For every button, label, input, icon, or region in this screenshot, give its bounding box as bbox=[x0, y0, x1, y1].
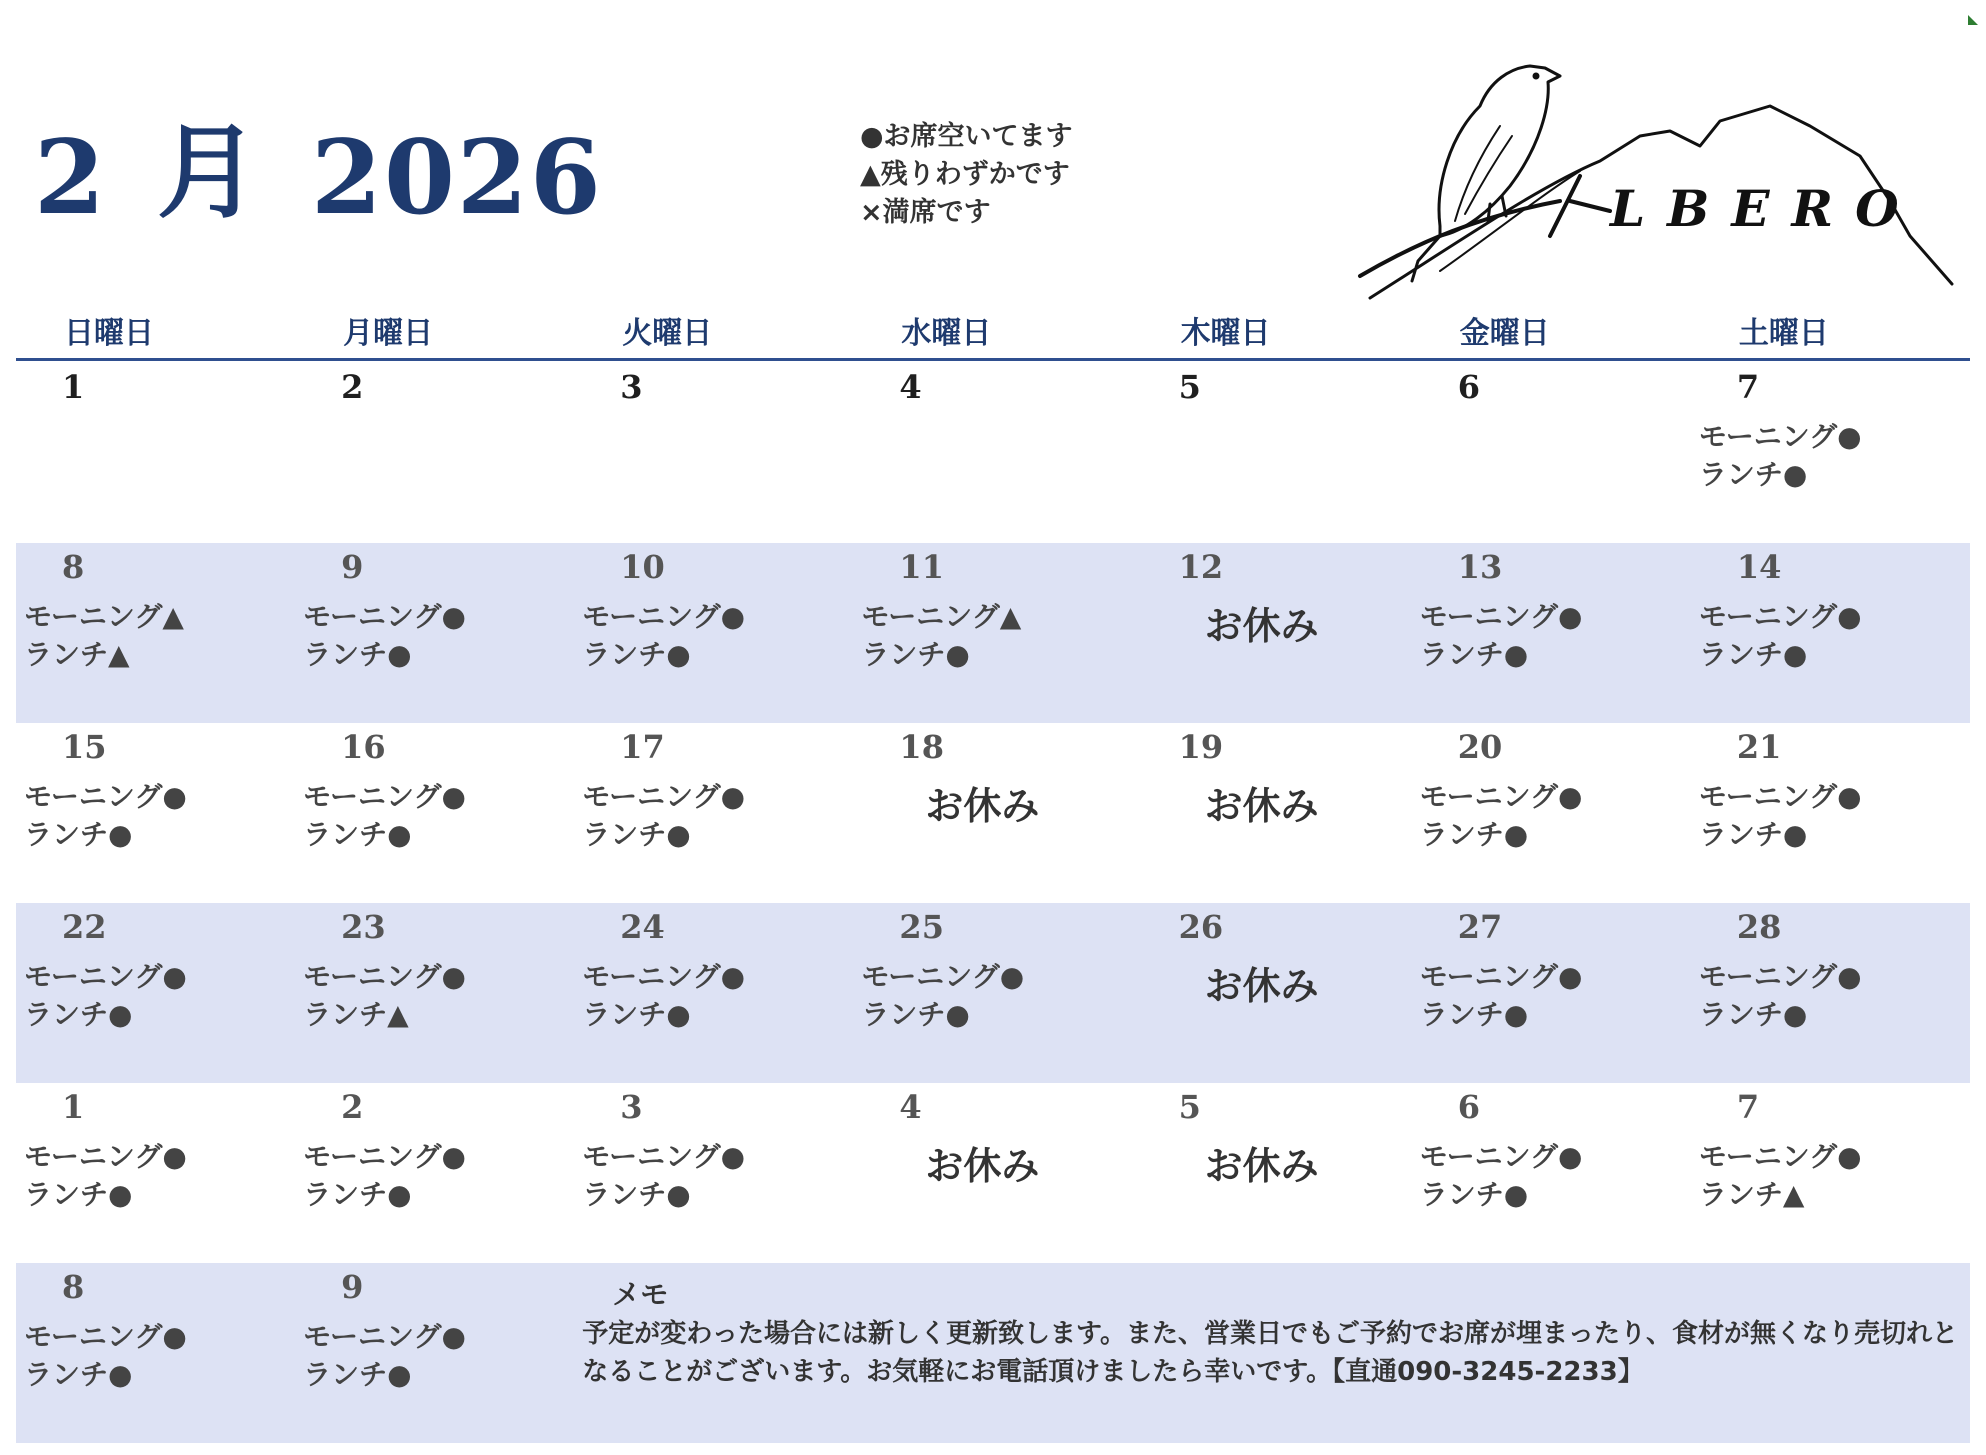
day-cell[interactable] bbox=[574, 903, 853, 1083]
day-number: 7 bbox=[1736, 1088, 1760, 1126]
closed-label: お休み bbox=[925, 1144, 1040, 1188]
day-cell[interactable] bbox=[295, 1083, 574, 1263]
morning-status: モーニング● bbox=[1698, 780, 1862, 813]
lunch-status: ランチ● bbox=[303, 818, 412, 851]
year: 2026 bbox=[310, 118, 603, 238]
day-cell[interactable] bbox=[1412, 723, 1691, 903]
lunch-status: ランチ● bbox=[1698, 458, 1808, 491]
day-cell[interactable] bbox=[1133, 363, 1412, 543]
morning-status: モーニング● bbox=[582, 960, 746, 993]
day-number: 27 bbox=[1457, 908, 1503, 946]
morning-status: モーニング▲ bbox=[24, 600, 184, 633]
day-cell[interactable] bbox=[16, 1083, 295, 1263]
day-cell[interactable] bbox=[1691, 903, 1970, 1083]
day-number: 1 bbox=[62, 368, 85, 406]
closed-label: お休み bbox=[1204, 604, 1319, 648]
morning-status: モーニング● bbox=[24, 1140, 187, 1173]
day-number: 2 bbox=[341, 368, 364, 406]
day-cell[interactable] bbox=[853, 363, 1132, 543]
morning-status: モーニング● bbox=[24, 960, 187, 993]
morning-status: モーニング● bbox=[1698, 420, 1862, 453]
lunch-status: ランチ● bbox=[24, 998, 133, 1031]
day-cell[interactable] bbox=[1133, 543, 1412, 723]
day-cell[interactable] bbox=[574, 543, 853, 723]
day-number: 23 bbox=[341, 908, 386, 946]
lunch-status: ランチ● bbox=[1698, 818, 1808, 851]
day-number: 11 bbox=[899, 548, 944, 586]
closed-label: お休み bbox=[1204, 1144, 1319, 1188]
closed-label: お休み bbox=[1204, 964, 1319, 1008]
morning-status: モーニング● bbox=[582, 780, 746, 813]
day-number: 3 bbox=[620, 368, 643, 406]
day-number: 9 bbox=[341, 1268, 364, 1306]
day-number: 5 bbox=[1178, 368, 1201, 406]
day-cell[interactable] bbox=[295, 723, 574, 903]
day-number: 18 bbox=[899, 728, 944, 766]
lunch-status: ランチ● bbox=[303, 1358, 412, 1391]
day-cell[interactable] bbox=[853, 1083, 1132, 1263]
lunch-status: ランチ▲ bbox=[1698, 1178, 1805, 1211]
morning-status: モーニング● bbox=[1419, 960, 1583, 993]
day-cell[interactable] bbox=[1133, 723, 1412, 903]
day-cell[interactable] bbox=[1691, 543, 1970, 723]
day-cell[interactable] bbox=[1412, 543, 1691, 723]
morning-status: モーニング● bbox=[1419, 1140, 1583, 1173]
lunch-status: ランチ● bbox=[1698, 638, 1808, 671]
day-number: 21 bbox=[1736, 728, 1782, 766]
day-number: 2 bbox=[341, 1088, 364, 1126]
memo-title: メモ bbox=[612, 1278, 669, 1311]
morning-status: モーニング● bbox=[1698, 600, 1862, 633]
lunch-status: ランチ● bbox=[303, 638, 412, 671]
lunch-status: ランチ● bbox=[24, 1178, 133, 1211]
lunch-status: ランチ● bbox=[582, 818, 691, 851]
day-number: 16 bbox=[341, 728, 386, 766]
morning-status: モーニング● bbox=[303, 960, 466, 993]
morning-status: モーニング● bbox=[303, 600, 466, 633]
closed-label: お休み bbox=[925, 784, 1040, 828]
day-cell[interactable] bbox=[16, 903, 295, 1083]
day-cell[interactable] bbox=[1691, 363, 1970, 543]
morning-status: モーニング● bbox=[303, 1320, 466, 1353]
day-cell[interactable] bbox=[853, 903, 1132, 1083]
day-number: 4 bbox=[899, 368, 922, 406]
lunch-status: ランチ● bbox=[861, 638, 970, 671]
day-number: 28 bbox=[1736, 908, 1782, 946]
lunch-status: ランチ● bbox=[1419, 1178, 1529, 1211]
day-cell[interactable] bbox=[574, 723, 853, 903]
bird-mountain-logo bbox=[1340, 36, 1960, 306]
weekday-label: 土曜日 bbox=[1738, 316, 1829, 351]
day-number: 26 bbox=[1178, 908, 1224, 946]
day-number: 22 bbox=[62, 908, 107, 946]
header-rule bbox=[16, 358, 1970, 361]
day-number: 19 bbox=[1178, 728, 1224, 766]
lunch-status: ランチ● bbox=[1419, 818, 1529, 851]
lunch-status: ランチ● bbox=[24, 818, 133, 851]
legend-few: ▲残りわずかです bbox=[860, 159, 1070, 190]
day-cell[interactable] bbox=[1412, 363, 1691, 543]
day-cell[interactable] bbox=[1691, 1083, 1970, 1263]
lunch-status: ランチ● bbox=[582, 638, 691, 671]
day-number: 1 bbox=[62, 1088, 85, 1126]
day-number: 25 bbox=[899, 908, 944, 946]
morning-status: モーニング● bbox=[303, 1140, 466, 1173]
corner-marker-icon bbox=[1968, 15, 1978, 25]
day-cell[interactable] bbox=[16, 1263, 295, 1443]
day-number: 12 bbox=[1178, 548, 1224, 586]
day-number: 17 bbox=[620, 728, 665, 766]
morning-status: モーニング● bbox=[24, 1320, 187, 1353]
day-number: 8 bbox=[62, 548, 85, 586]
day-cell[interactable] bbox=[1133, 1083, 1412, 1263]
month-suffix: 月 bbox=[156, 113, 261, 233]
day-cell[interactable] bbox=[1412, 903, 1691, 1083]
day-number: 15 bbox=[62, 728, 107, 766]
day-cell[interactable] bbox=[295, 543, 574, 723]
lunch-status: ランチ▲ bbox=[24, 638, 130, 671]
weekday-label: 木曜日 bbox=[1180, 316, 1271, 351]
day-number: 7 bbox=[1736, 368, 1760, 406]
morning-status: モーニング● bbox=[1698, 960, 1862, 993]
morning-status: モーニング● bbox=[582, 1140, 746, 1173]
morning-status: モーニング● bbox=[582, 600, 746, 633]
day-number: 24 bbox=[620, 908, 665, 946]
weekday-label: 水曜日 bbox=[901, 316, 992, 351]
day-cell[interactable] bbox=[1133, 903, 1412, 1083]
day-cell[interactable] bbox=[1412, 1083, 1691, 1263]
lunch-status: ランチ● bbox=[861, 998, 970, 1031]
month-number: 2 bbox=[34, 118, 107, 238]
day-cell[interactable] bbox=[574, 1083, 853, 1263]
memo-text: 予定が変わった場合には新しく更新致します。また、営業日でもご予約でお席が埋まったり、食材が無くなり売切れとなることがございます。お気軽にお電話頂けましたら幸いです。【直通090-3245-2233】 bbox=[582, 1319, 1958, 1387]
day-number: 13 bbox=[1457, 548, 1503, 586]
morning-status: モーニング● bbox=[1698, 1140, 1862, 1173]
day-cell[interactable] bbox=[853, 543, 1132, 723]
day-cell[interactable] bbox=[16, 363, 295, 543]
day-number: 4 bbox=[899, 1088, 922, 1126]
day-cell[interactable] bbox=[295, 1263, 574, 1443]
morning-status: モーニング● bbox=[861, 960, 1025, 993]
calendar-grid bbox=[16, 363, 1970, 1443]
month-title bbox=[34, 113, 603, 238]
day-number: 14 bbox=[1736, 548, 1782, 586]
availability-legend bbox=[860, 118, 1073, 232]
lunch-status: ランチ● bbox=[1419, 638, 1529, 671]
memo-box bbox=[574, 1263, 1970, 1443]
day-number: 8 bbox=[62, 1268, 85, 1306]
weekday-label: 金曜日 bbox=[1459, 316, 1550, 351]
day-cell[interactable] bbox=[853, 723, 1132, 903]
day-cell[interactable] bbox=[295, 903, 574, 1083]
day-cell[interactable] bbox=[16, 723, 295, 903]
day-number: 6 bbox=[1457, 1088, 1480, 1126]
weekday-label: 日曜日 bbox=[64, 316, 154, 351]
day-cell[interactable] bbox=[16, 543, 295, 723]
day-number: 9 bbox=[341, 548, 364, 586]
weekday-label: 月曜日 bbox=[343, 316, 434, 351]
lunch-status: ランチ● bbox=[24, 1358, 133, 1391]
lunch-status: ランチ● bbox=[303, 1178, 412, 1211]
lunch-status: ランチ▲ bbox=[303, 998, 409, 1031]
weekday-label: 火曜日 bbox=[622, 316, 713, 351]
weekday-header bbox=[16, 310, 1970, 358]
legend-full: ×満席です bbox=[860, 197, 991, 228]
morning-status: モーニング● bbox=[1419, 600, 1583, 633]
day-number: 6 bbox=[1457, 368, 1480, 406]
day-cell[interactable] bbox=[574, 363, 853, 543]
day-number: 3 bbox=[620, 1088, 643, 1126]
lunch-status: ランチ● bbox=[582, 998, 691, 1031]
legend-available: ●お席空いてます bbox=[860, 121, 1073, 152]
day-number: 20 bbox=[1457, 728, 1503, 766]
morning-status: モーニング● bbox=[24, 780, 187, 813]
morning-status: モーニング● bbox=[303, 780, 466, 813]
logo-text: LBERO bbox=[1610, 179, 1921, 238]
day-number: 10 bbox=[620, 548, 665, 586]
closed-label: お休み bbox=[1204, 784, 1319, 828]
day-cell[interactable] bbox=[295, 363, 574, 543]
day-cell[interactable] bbox=[1691, 723, 1970, 903]
day-number: 5 bbox=[1178, 1088, 1201, 1126]
lunch-status: ランチ● bbox=[582, 1178, 691, 1211]
morning-status: モーニング● bbox=[1419, 780, 1583, 813]
lunch-status: ランチ● bbox=[1419, 998, 1529, 1031]
lunch-status: ランチ● bbox=[1698, 998, 1808, 1031]
morning-status: モーニング▲ bbox=[861, 600, 1022, 633]
